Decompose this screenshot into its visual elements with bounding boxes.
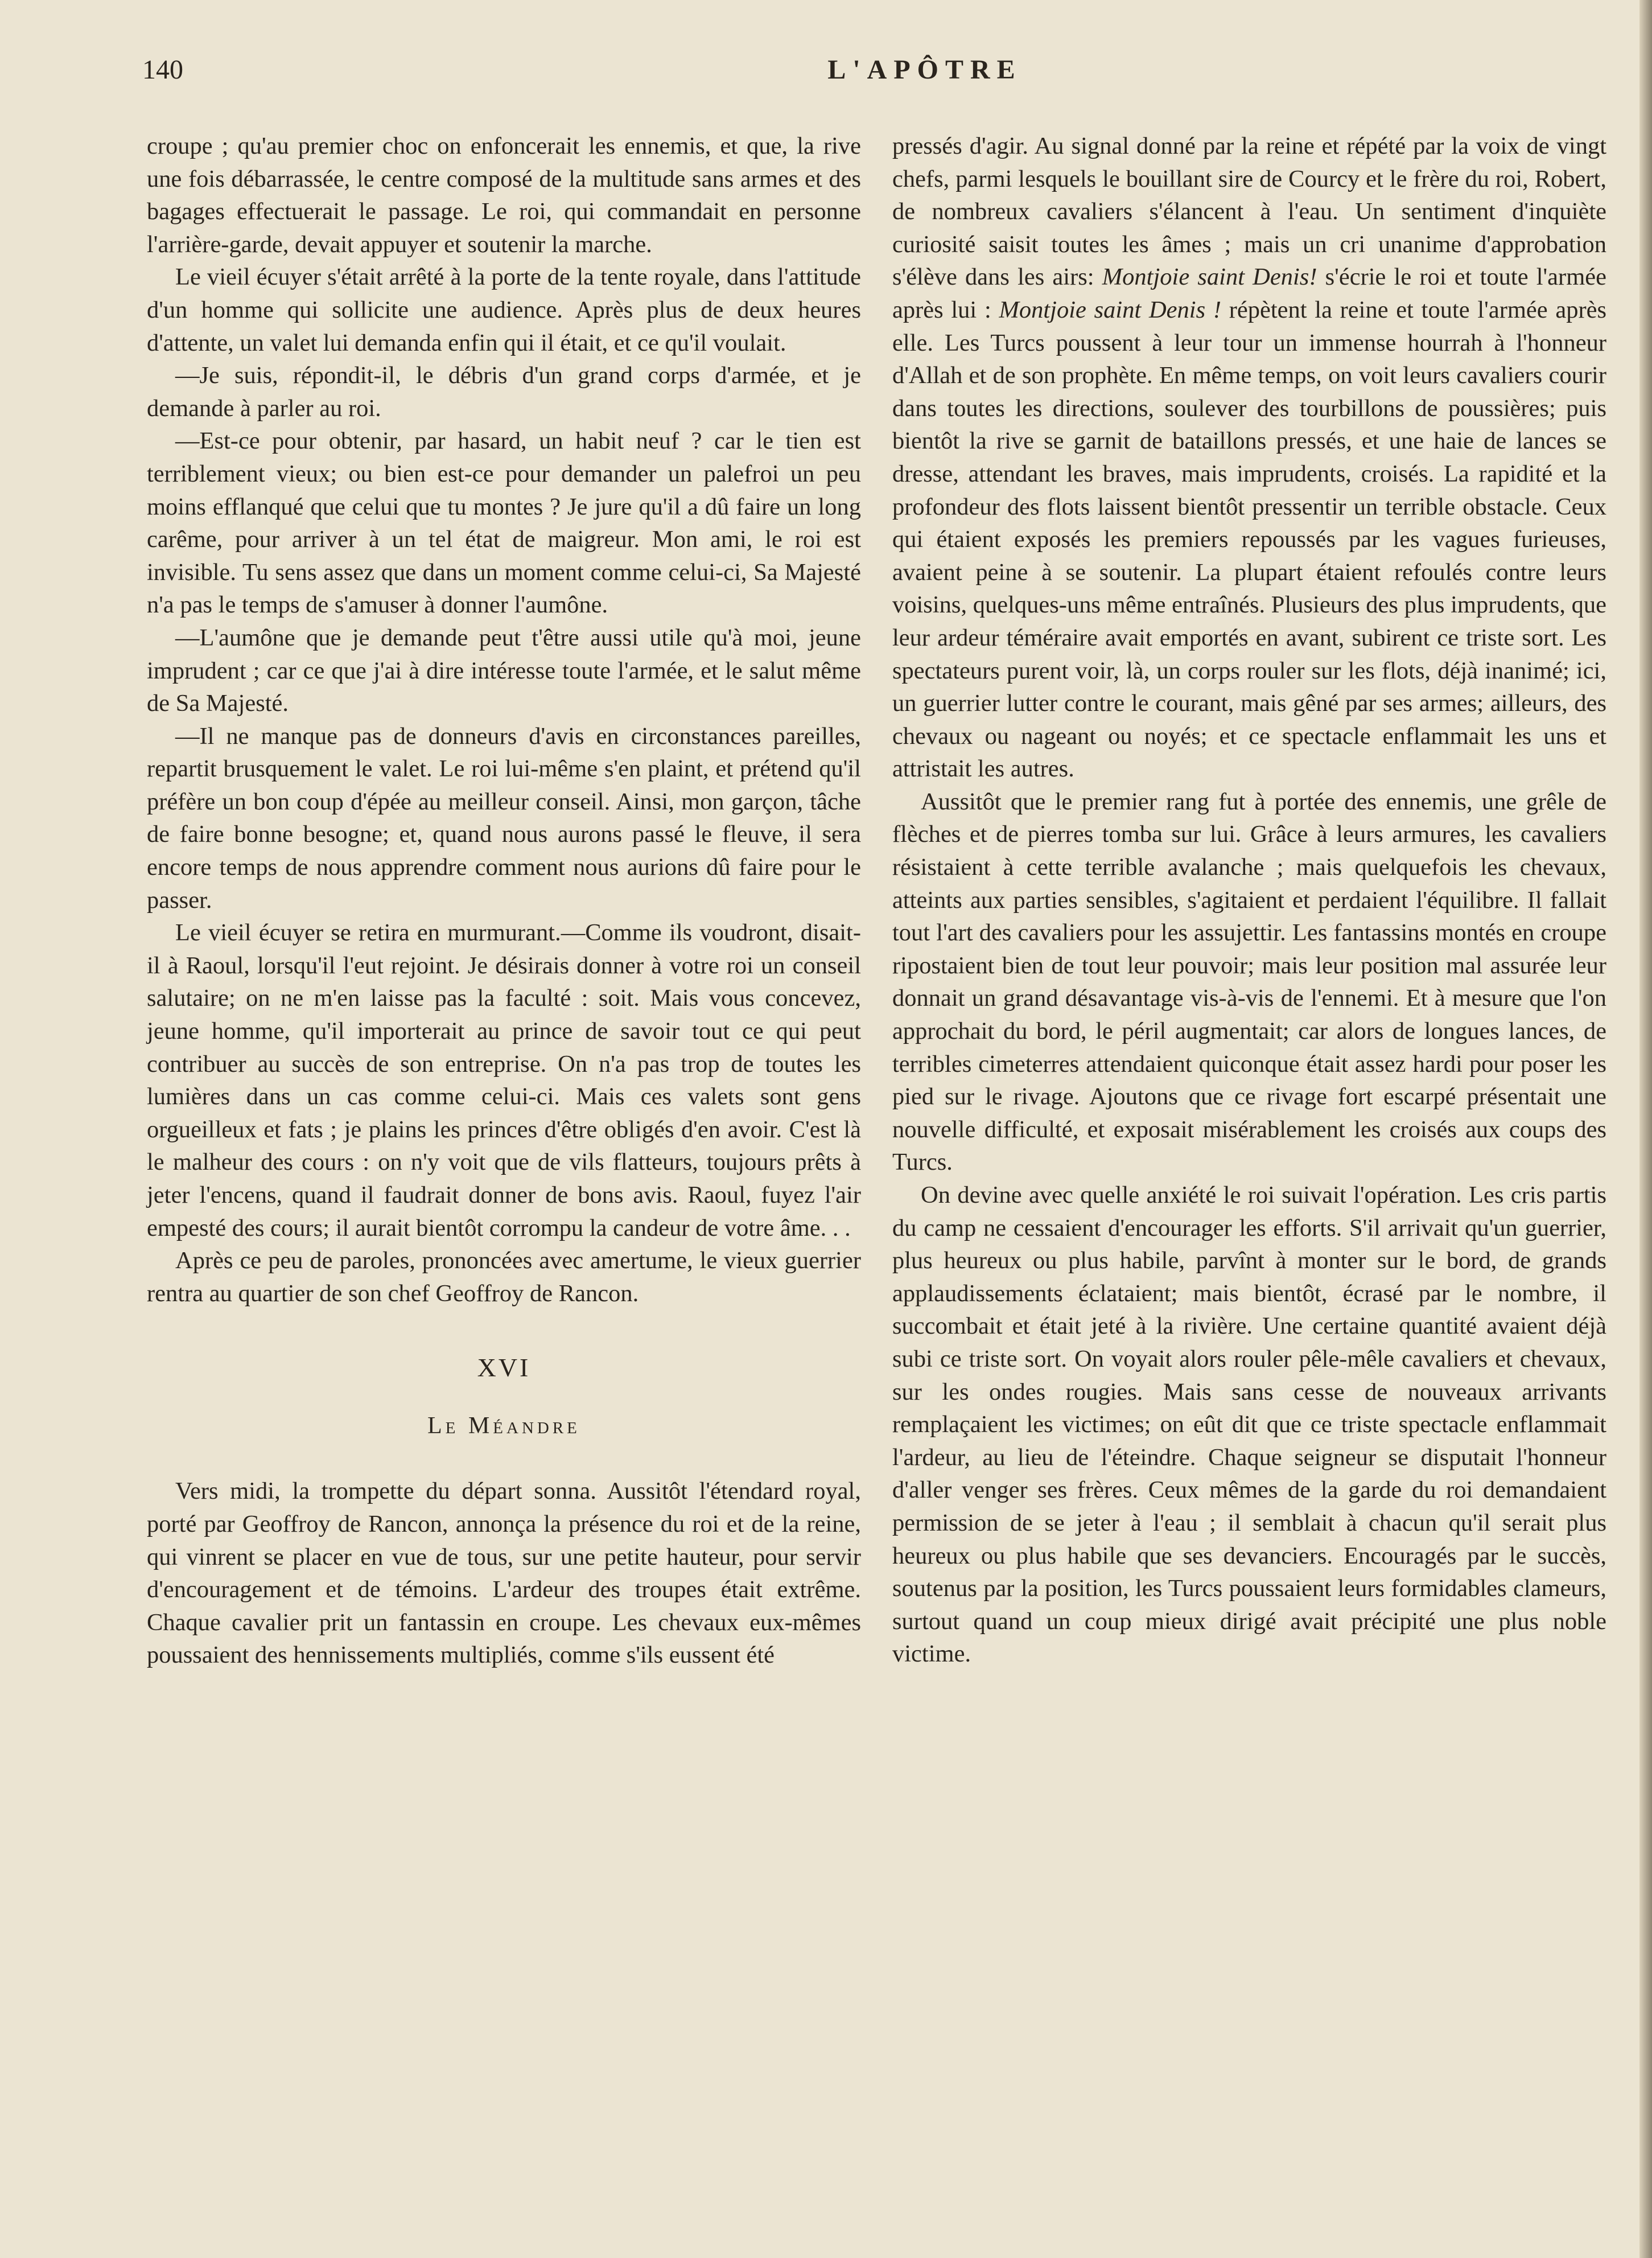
- paragraph: Aussitôt que le premier rang fut à portée des ennemis, une grêle de flèches et de pierres tomba sur lui. Grâce à leurs armures, les cavaliers résistaient à cette terrible avalanche ; mais quelquefois les chevaux, atteints aux parties sensibles, s'agitaient et perdaient l'équilibre. Il fallait tout l'art des cavaliers pour les assujettir. Les fantassins montés en croupe ripostaient bien de tout leur pouvoir; mais leur position mal assurée leur donnait un grand désavantage vis-à-vis de l'ennemi. Et à mesure que l'on approchait du bord, le péril augmentait; car alors de longues lances, de terribles cimeterres attendaient quiconque était assez hardi pour poser les pied sur le rivage. Ajoutons que ce rivage fort escarpé présentait une nouvelle difficulté, et exposait misérablement les croisés aux coups des Turcs.: [892, 788, 1606, 1176]
- paragraph: [892, 130, 1606, 785]
- left-column: [147, 130, 861, 1672]
- page-number: 140: [142, 55, 183, 85]
- italic-exclamation: Montjoie saint Denis!: [1102, 264, 1317, 291]
- chapter-title: Le Méandre: [427, 1413, 580, 1439]
- chapter-number: XVI: [477, 1353, 531, 1383]
- paragraph: Vers midi, la trompette du départ sonna. Aussitôt l'étendard royal, porté par Geoffroy de Rancon, annonça la présence du roi et de la reine, qui vinrent se placer en vue de tous, sur une petite hauteur, pour servir d'encouragement et de témoins. L'ardeur des troupes était extrême. Chaque cavalier prit un fantassin en croupe. Les chevaux eux-mêmes poussaient des hennissements multipliés, comme s'ils eussent été: [147, 1478, 861, 1669]
- page-header: [142, 50, 1622, 90]
- paragraph: Le vieil écuyer s'était arrêté à la porte de la tente royale, dans l'attitude d'un homme qui sollicite une audience. Après plus de deux heures d'attente, un valet lui demanda enfin qui il était, et ce qu'il voulait.: [147, 264, 861, 356]
- paragraph: On devine avec quelle anxiété le roi suivait l'opération. Les cris partis du camp ne cessaient d'encourager les efforts. S'il arrivait qu'un guerrier, plus heureux ou plus habile, parvînt à monter sur le bord, de grands applaudissements éclataient; mais bientôt, écrasé par le nombre, il succombait et était jeté à la rivière. Une certaine quantité avaient déjà subi ce triste sort. On voyait alors rouler pêle-mêle cavaliers et chevaux, sur les ondes rougies. Mais sans cesse de nouveaux arrivants remplaçaient les victimes; on eût dit que ce triste spectacle enflammait l'ardeur, au lieu de l'éteindre. Chaque seigneur se disputait l'honneur d'aller venger ses frères. Ceux mêmes de la garde du roi demandaient permission de se jeter à l'eau ; il semblait à chacun qu'il serait plus heureux ou plus habile que ses devanciers. Encouragés par le succès, soutenus par la position, les Turcs poussaient leurs formidables clameurs, surtout quand un coup mieux dirigé avait précipité une plus noble victime.: [892, 1182, 1606, 1668]
- paragraph: —L'aumône que je demande peut t'être aussi utile qu'à moi, jeune imprudent ; car ce que j'ai à dire intéresse toute l'armée, et le salut même de Sa Majesté.: [147, 624, 861, 717]
- page-edge-shadow: [1639, 0, 1652, 2258]
- italic-exclamation: Montjoie saint Denis !: [999, 296, 1221, 323]
- right-column: [892, 130, 1606, 1671]
- text-run: répètent la reine et toute l'armée après elle. Les Turcs poussent à leur tour un immense hourrah à l'honneur d'Allah et de son prophète. En même temps, on voit leurs cavaliers courir dans toutes les directions, soulever des tourbillons de poussières; puis bientôt la rive se garnit de bataillons pressés, et une haie de lances se dresse, attendant les braves, mais imprudents, croisés. La rapidité et la profondeur des flots laissent bientôt pressentir un terrible obstacle. Ceux qui étaient exposés les premiers repoussés par les vagues furieuses, avaient peine à se soutenir. La plupart étaient refoulés contre leurs voisins, quelques-uns même entraînés. Plusieurs des plus imprudents, que leur ardeur téméraire avait emportés en avant, subirent ce triste sort. Les spectateurs purent voir, là, un corps rouler sur les flots, déjà inanimé; ici, un guerrier lutter contre le courant, mais gêné par ses armes; ailleurs, des chevaux ou nageant ou noyés; et ce spectacle enflammait les uns et attristait les autres.: [892, 296, 1607, 783]
- paragraph: —Est-ce pour obtenir, par hasard, un habit neuf ? car le tien est terriblement vieux; ou bien est-ce pour demander un palefroi un peu moins efflanqué que celui que tu montes ? Je jure qu'il a dû faire un long carême, pour arriver à un tel état de maigreur. Mon ami, le roi est invisible. Tu sens assez que dans un moment comme celui-ci, Sa Majesté n'a pas le temps de s'amuser à donner l'aumône.: [147, 427, 861, 619]
- text-run: s'écrie le roi et toute l'armée après lui :: [892, 264, 1606, 323]
- paragraph: Le vieil écuyer se retira en murmurant.—Comme ils voudront, disait-il à Raoul, lorsqu'il l'eut rejoint. Je désirais donner à votre roi un conseil salutaire; on ne m'en laisse pas la faculté : soit. Mais vous concevez, jeune homme, qu'il importerait au prince de savoir tout ce qui peut contribuer au succès de son entreprise. On n'a pas trop de toutes les lumières dans un cas comme celui-ci. Mais ces valets sont gens orgueilleux et fats ; je plains les princes d'être obligés d'en avoir. C'est là le malheur des cours : on n'y voit que de vils flatteurs, toujours prêts à jeter l'encens, quand il faudrait donner de bons avis. Raoul, fuyez l'air empesté des cours; il aurait bientôt corrompu la candeur de votre âme. . .: [147, 919, 861, 1241]
- running-title: L'APÔTRE: [827, 55, 1022, 85]
- paragraph: —Il ne manque pas de donneurs d'avis en circonstances pareilles, repartit brusquement le valet. Le roi lui-même s'en plaint, et prétend qu'il préfère un bon coup d'épée au meilleur conseil. Ainsi, mon garçon, tâche de faire bonne besogne; et, quand nous aurons passé le fleuve, il sera encore temps de nous apprendre comment nous aurions dû faire pour le passer.: [147, 722, 861, 914]
- paragraph: —Je suis, répondit-il, le débris d'un grand corps d'armée, et je demande à parler au roi.: [147, 362, 861, 422]
- paragraph: Après ce peu de paroles, prononcées avec amertume, le vieux guerrier rentra au quartier de son chef Geoffroy de Rancon.: [147, 1247, 861, 1307]
- text-run: pressés d'agir. Au signal donné par la reine et répété par la voix de vingt chefs, parmi lesquels le bouillant sire de Courcy et le frère du roi, Robert, de nombreux cavaliers s'élancent à l'eau. Un sentiment d'inquiète curiosité saisit toutes les âmes ; mais un cri unanime d'approbation s'élève dans les airs:: [892, 133, 1606, 291]
- paragraph: croupe ; qu'au premier choc on enfoncerait les ennemis, et que, la rive une fois débarrassée, le centre composé de la multitude sans armes et des bagages effectuerait le passage. Le roi, qui commandait en personne l'arrière-garde, devait appuyer et soutenir la marche.: [147, 133, 861, 258]
